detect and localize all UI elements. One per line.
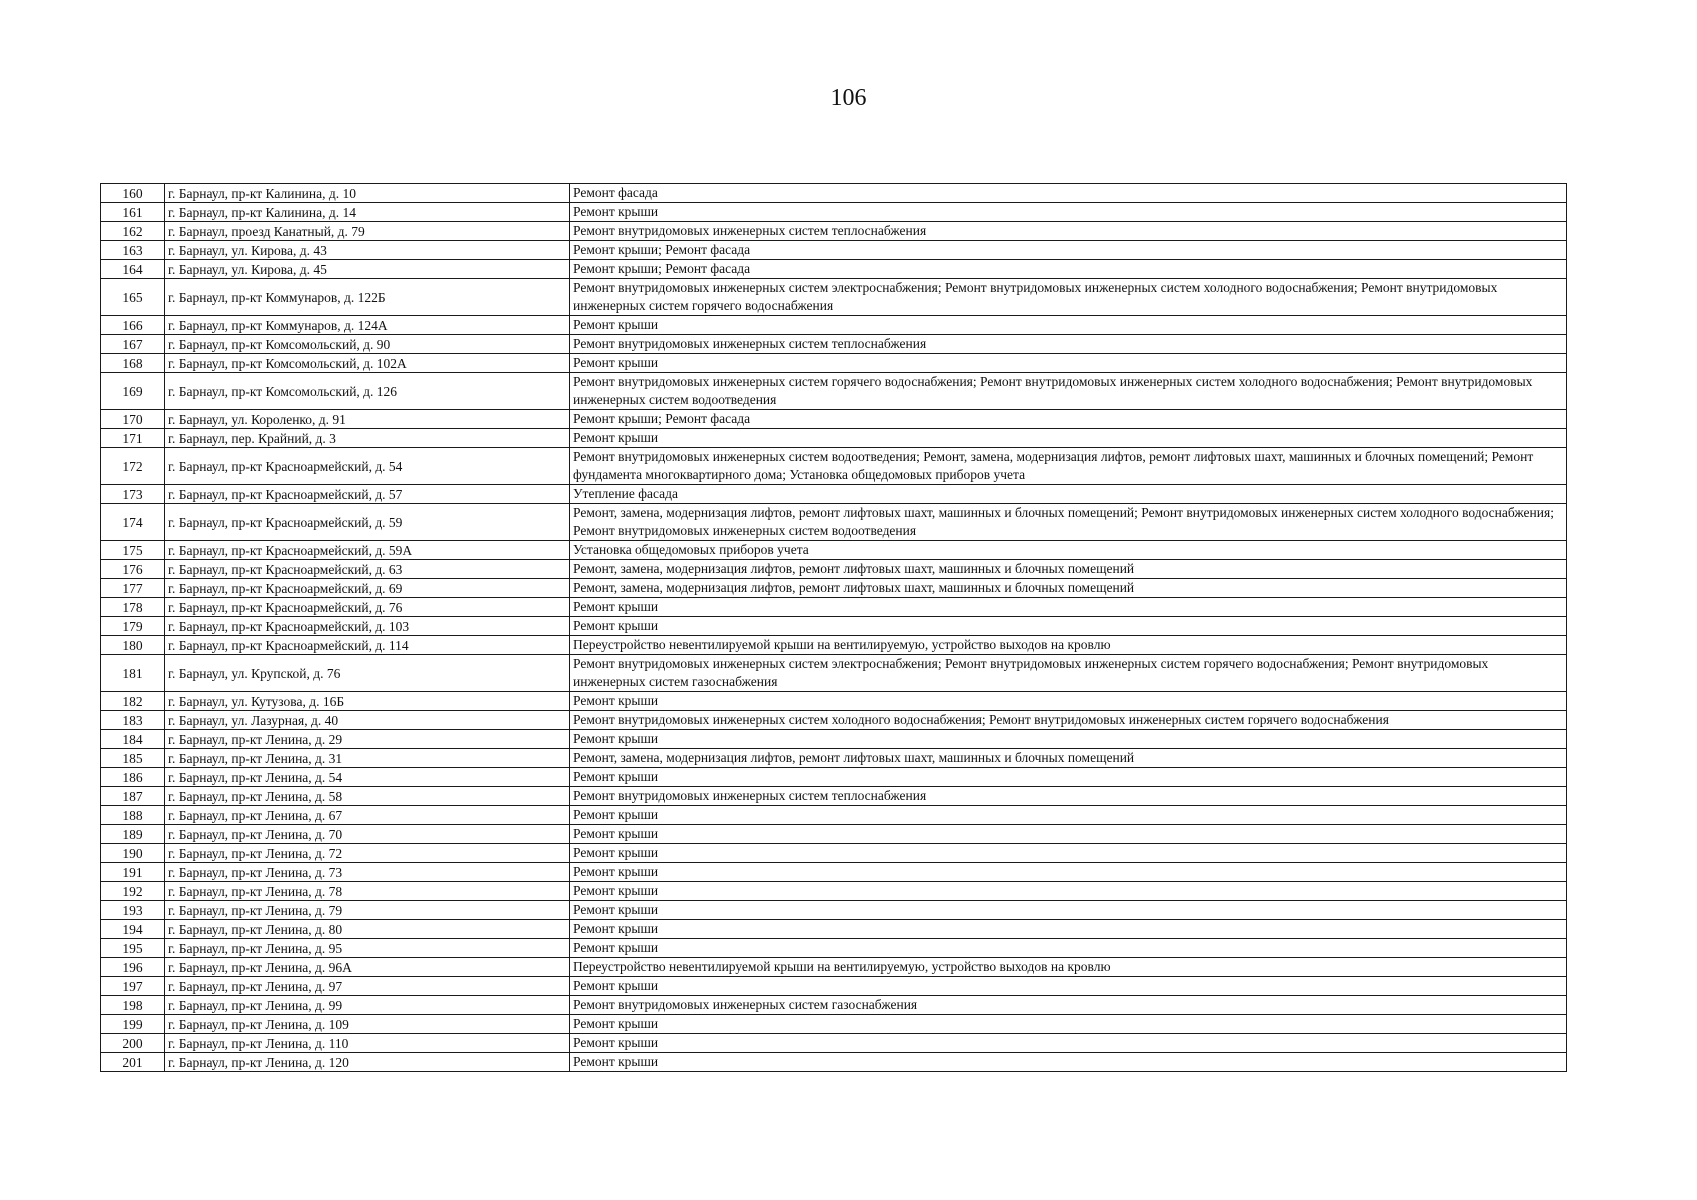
table-row	[101, 335, 1567, 354]
table-row	[101, 241, 1567, 260]
row-number-cell: 200	[101, 1034, 165, 1053]
table-row	[101, 184, 1567, 203]
table-row	[101, 203, 1567, 222]
works-cell: Ремонт крыши	[570, 692, 1567, 711]
works-cell: Ремонт крыши; Ремонт фасада	[570, 260, 1567, 279]
works-cell: Ремонт, замена, модернизация лифтов, ремонт лифтовых шахт, машинных и блочных помещений; Ремонт внутридомовых инженерных систем холодного водоснабжения; Ремонт внутридомовых инженерных систем водоотведения	[570, 504, 1567, 541]
table-row	[101, 996, 1567, 1015]
table-row	[101, 977, 1567, 996]
works-cell: Ремонт крыши	[570, 825, 1567, 844]
row-number-cell: 182	[101, 692, 165, 711]
row-number-cell: 168	[101, 354, 165, 373]
table-body	[101, 184, 1567, 1072]
address-cell: г. Барнаул, ул. Лазурная, д. 40	[165, 711, 570, 730]
works-cell: Ремонт фасада	[570, 184, 1567, 203]
table-row	[101, 844, 1567, 863]
works-cell: Ремонт крыши; Ремонт фасада	[570, 241, 1567, 260]
table-row	[101, 749, 1567, 768]
works-cell: Ремонт, замена, модернизация лифтов, ремонт лифтовых шахт, машинных и блочных помещений	[570, 749, 1567, 768]
row-number-cell: 198	[101, 996, 165, 1015]
works-cell: Ремонт крыши	[570, 939, 1567, 958]
row-number-cell: 170	[101, 410, 165, 429]
table-row	[101, 806, 1567, 825]
row-number-cell: 184	[101, 730, 165, 749]
table-row	[101, 279, 1567, 316]
row-number-cell: 181	[101, 655, 165, 692]
table-row	[101, 373, 1567, 410]
works-cell: Ремонт внутридомовых инженерных систем водоотведения; Ремонт, замена, модернизация лифтов, ремонт лифтовых шахт, машинных и блочных помещений; Ремонт фундамента многоквартирного дома; Установка общедомовых приборов учета	[570, 448, 1567, 485]
works-cell: Ремонт крыши	[570, 901, 1567, 920]
works-cell: Ремонт внутридомовых инженерных систем холодного водоснабжения; Ремонт внутридомовых инженерных систем горячего водоснабжения	[570, 711, 1567, 730]
table-row	[101, 354, 1567, 373]
address-cell: г. Барнаул, пр-кт Красноармейский, д. 57	[165, 485, 570, 504]
works-cell: Переустройство невентилируемой крыши на вентилируемую, устройство выходов на кровлю	[570, 958, 1567, 977]
row-number-cell: 172	[101, 448, 165, 485]
works-cell: Ремонт крыши	[570, 920, 1567, 939]
page-number: 106	[830, 85, 867, 111]
works-cell: Ремонт, замена, модернизация лифтов, ремонт лифтовых шахт, машинных и блочных помещений	[570, 560, 1567, 579]
address-cell: г. Барнаул, пр-кт Ленина, д. 78	[165, 882, 570, 901]
row-number-cell: 189	[101, 825, 165, 844]
address-cell: г. Барнаул, пр-кт Ленина, д. 97	[165, 977, 570, 996]
address-cell: г. Барнаул, пр-кт Ленина, д. 99	[165, 996, 570, 1015]
works-cell: Ремонт крыши	[570, 977, 1567, 996]
table-row	[101, 410, 1567, 429]
address-cell: г. Барнаул, пр-кт Ленина, д. 110	[165, 1034, 570, 1053]
address-cell: г. Барнаул, пер. Крайний, д. 3	[165, 429, 570, 448]
address-cell: г. Барнаул, ул. Кирова, д. 45	[165, 260, 570, 279]
works-cell: Ремонт крыши	[570, 1015, 1567, 1034]
row-number-cell: 178	[101, 598, 165, 617]
table-row	[101, 787, 1567, 806]
address-cell: г. Барнаул, ул. Короленко, д. 91	[165, 410, 570, 429]
row-number-cell: 187	[101, 787, 165, 806]
address-cell: г. Барнаул, пр-кт Коммунаров, д. 124А	[165, 316, 570, 335]
works-cell: Ремонт, замена, модернизация лифтов, ремонт лифтовых шахт, машинных и блочных помещений	[570, 579, 1567, 598]
row-number-cell: 161	[101, 203, 165, 222]
row-number-cell: 192	[101, 882, 165, 901]
address-cell: г. Барнаул, пр-кт Красноармейский, д. 103	[165, 617, 570, 636]
address-cell: г. Барнаул, пр-кт Красноармейский, д. 114	[165, 636, 570, 655]
table-row	[101, 617, 1567, 636]
address-cell: г. Барнаул, пр-кт Ленина, д. 67	[165, 806, 570, 825]
table-row	[101, 730, 1567, 749]
works-cell: Ремонт внутридомовых инженерных систем теплоснабжения	[570, 787, 1567, 806]
works-cell: Ремонт внутридомовых инженерных систем электроснабжения; Ремонт внутридомовых инженерных систем холодного водоснабжения; Ремонт внутридомовых инженерных систем горячего водоснабжения	[570, 279, 1567, 316]
row-number-cell: 195	[101, 939, 165, 958]
table-row	[101, 958, 1567, 977]
works-cell: Ремонт крыши	[570, 354, 1567, 373]
address-cell: г. Барнаул, пр-кт Калинина, д. 14	[165, 203, 570, 222]
row-number-cell: 199	[101, 1015, 165, 1034]
table-row	[101, 711, 1567, 730]
table-row	[101, 1053, 1567, 1072]
address-cell: г. Барнаул, проезд Канатный, д. 79	[165, 222, 570, 241]
table-row	[101, 485, 1567, 504]
row-number-cell: 191	[101, 863, 165, 882]
table-row	[101, 560, 1567, 579]
row-number-cell: 188	[101, 806, 165, 825]
works-cell: Ремонт крыши	[570, 806, 1567, 825]
row-number-cell: 166	[101, 316, 165, 335]
row-number-cell: 174	[101, 504, 165, 541]
address-cell: г. Барнаул, пр-кт Красноармейский, д. 59А	[165, 541, 570, 560]
address-cell: г. Барнаул, пр-кт Красноармейский, д. 63	[165, 560, 570, 579]
table-row	[101, 825, 1567, 844]
houses-repair-table	[100, 183, 1567, 1072]
row-number-cell: 185	[101, 749, 165, 768]
row-number-cell: 186	[101, 768, 165, 787]
row-number-cell: 163	[101, 241, 165, 260]
row-number-cell: 190	[101, 844, 165, 863]
works-cell: Утепление фасада	[570, 485, 1567, 504]
table-row	[101, 939, 1567, 958]
address-cell: г. Барнаул, ул. Кирова, д. 43	[165, 241, 570, 260]
works-cell: Ремонт крыши	[570, 730, 1567, 749]
row-number-cell: 162	[101, 222, 165, 241]
address-cell: г. Барнаул, пр-кт Комсомольский, д. 126	[165, 373, 570, 410]
address-cell: г. Барнаул, пр-кт Ленина, д. 31	[165, 749, 570, 768]
address-cell: г. Барнаул, пр-кт Ленина, д. 70	[165, 825, 570, 844]
address-cell: г. Барнаул, пр-кт Красноармейский, д. 69	[165, 579, 570, 598]
row-number-cell: 160	[101, 184, 165, 203]
row-number-cell: 180	[101, 636, 165, 655]
works-cell: Переустройство невентилируемой крыши на вентилируемую, устройство выходов на кровлю	[570, 636, 1567, 655]
address-cell: г. Барнаул, пр-кт Ленина, д. 73	[165, 863, 570, 882]
address-cell: г. Барнаул, пр-кт Ленина, д. 120	[165, 1053, 570, 1072]
row-number-cell: 177	[101, 579, 165, 598]
table-row	[101, 541, 1567, 560]
works-cell: Ремонт крыши	[570, 1053, 1567, 1072]
table-row	[101, 448, 1567, 485]
address-cell: г. Барнаул, пр-кт Калинина, д. 10	[165, 184, 570, 203]
table-row	[101, 882, 1567, 901]
table-row	[101, 222, 1567, 241]
address-cell: г. Барнаул, пр-кт Ленина, д. 72	[165, 844, 570, 863]
address-cell: г. Барнаул, пр-кт Ленина, д. 79	[165, 901, 570, 920]
works-cell: Ремонт внутридомовых инженерных систем горячего водоснабжения; Ремонт внутридомовых инженерных систем холодного водоснабжения; Ремонт внутридомовых инженерных систем водоотведения	[570, 373, 1567, 410]
row-number-cell: 201	[101, 1053, 165, 1072]
works-cell: Ремонт внутридомовых инженерных систем электроснабжения; Ремонт внутридомовых инженерных систем горячего водоснабжения; Ремонт внутридомовых инженерных систем газоснабжения	[570, 655, 1567, 692]
address-cell: г. Барнаул, пр-кт Ленина, д. 29	[165, 730, 570, 749]
row-number-cell: 175	[101, 541, 165, 560]
address-cell: г. Барнаул, пр-кт Ленина, д. 109	[165, 1015, 570, 1034]
works-cell: Ремонт крыши	[570, 617, 1567, 636]
works-cell: Ремонт крыши	[570, 316, 1567, 335]
works-cell: Ремонт внутридомовых инженерных систем теплоснабжения	[570, 335, 1567, 354]
row-number-cell: 193	[101, 901, 165, 920]
works-cell: Ремонт крыши	[570, 863, 1567, 882]
address-cell: г. Барнаул, пр-кт Коммунаров, д. 122Б	[165, 279, 570, 316]
row-number-cell: 167	[101, 335, 165, 354]
table-row	[101, 920, 1567, 939]
table-row	[101, 655, 1567, 692]
works-cell: Ремонт крыши; Ремонт фасада	[570, 410, 1567, 429]
works-cell: Ремонт крыши	[570, 598, 1567, 617]
address-cell: г. Барнаул, ул. Крупской, д. 76	[165, 655, 570, 692]
works-cell: Ремонт крыши	[570, 203, 1567, 222]
table-row	[101, 768, 1567, 787]
works-cell: Ремонт крыши	[570, 882, 1567, 901]
row-number-cell: 194	[101, 920, 165, 939]
row-number-cell: 196	[101, 958, 165, 977]
works-cell: Ремонт крыши	[570, 429, 1567, 448]
address-cell: г. Барнаул, пр-кт Ленина, д. 54	[165, 768, 570, 787]
table-row	[101, 863, 1567, 882]
address-cell: г. Барнаул, пр-кт Ленина, д. 95	[165, 939, 570, 958]
works-cell: Ремонт внутридомовых инженерных систем газоснабжения	[570, 996, 1567, 1015]
address-cell: г. Барнаул, пр-кт Комсомольский, д. 90	[165, 335, 570, 354]
table-row	[101, 692, 1567, 711]
address-cell: г. Барнаул, пр-кт Красноармейский, д. 76	[165, 598, 570, 617]
row-number-cell: 165	[101, 279, 165, 316]
address-cell: г. Барнаул, ул. Кутузова, д. 16Б	[165, 692, 570, 711]
row-number-cell: 173	[101, 485, 165, 504]
works-cell: Установка общедомовых приборов учета	[570, 541, 1567, 560]
row-number-cell: 183	[101, 711, 165, 730]
table-row	[101, 316, 1567, 335]
table-row	[101, 598, 1567, 617]
table-row	[101, 429, 1567, 448]
table-row	[101, 1034, 1567, 1053]
table-row	[101, 260, 1567, 279]
row-number-cell: 169	[101, 373, 165, 410]
table-row	[101, 636, 1567, 655]
table-row	[101, 504, 1567, 541]
row-number-cell: 171	[101, 429, 165, 448]
table-row	[101, 1015, 1567, 1034]
works-cell: Ремонт крыши	[570, 1034, 1567, 1053]
address-cell: г. Барнаул, пр-кт Ленина, д. 96А	[165, 958, 570, 977]
address-cell: г. Барнаул, пр-кт Ленина, д. 80	[165, 920, 570, 939]
address-cell: г. Барнаул, пр-кт Красноармейский, д. 54	[165, 448, 570, 485]
row-number-cell: 197	[101, 977, 165, 996]
row-number-cell: 164	[101, 260, 165, 279]
address-cell: г. Барнаул, пр-кт Ленина, д. 58	[165, 787, 570, 806]
row-number-cell: 179	[101, 617, 165, 636]
address-cell: г. Барнаул, пр-кт Красноармейский, д. 59	[165, 504, 570, 541]
works-cell: Ремонт крыши	[570, 844, 1567, 863]
row-number-cell: 176	[101, 560, 165, 579]
table-row	[101, 579, 1567, 598]
works-cell: Ремонт крыши	[570, 768, 1567, 787]
table-row	[101, 901, 1567, 920]
works-cell: Ремонт внутридомовых инженерных систем теплоснабжения	[570, 222, 1567, 241]
address-cell: г. Барнаул, пр-кт Комсомольский, д. 102А	[165, 354, 570, 373]
